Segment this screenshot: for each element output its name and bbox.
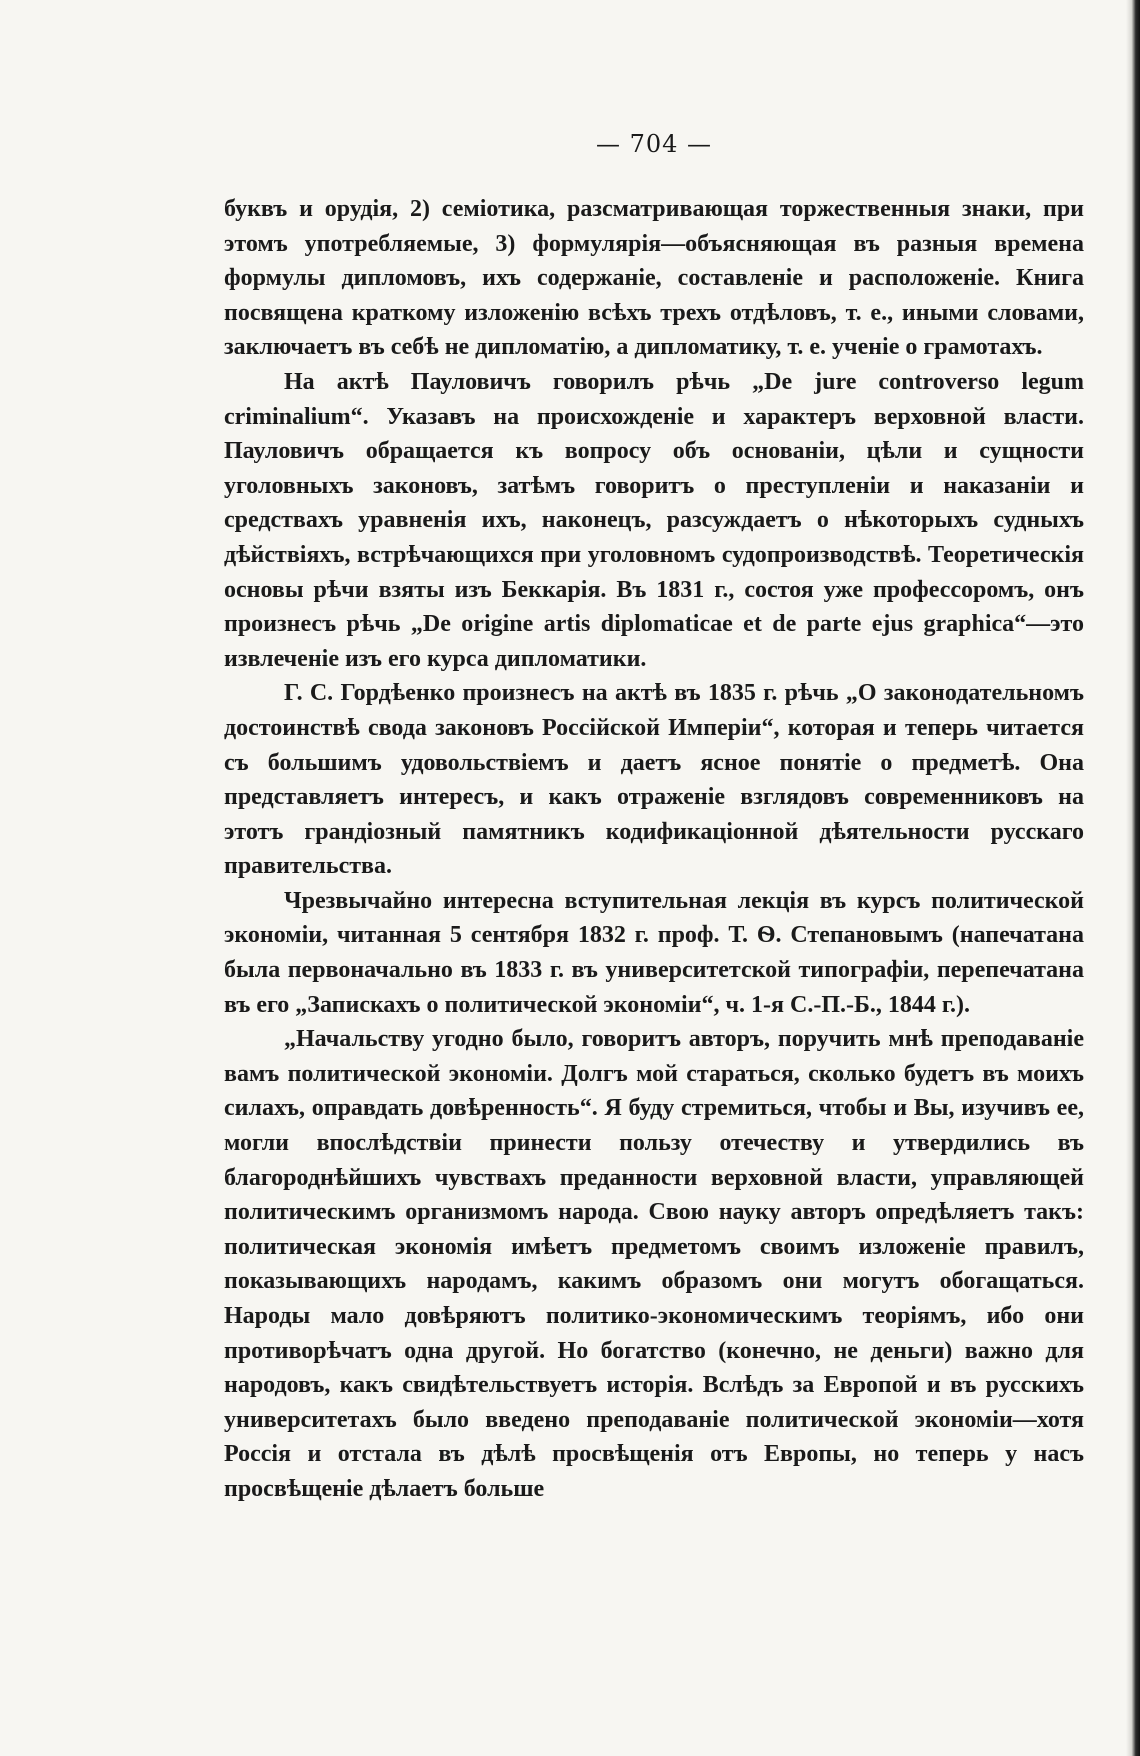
paragraph-3: Г. С. Гордѣенко произнесъ на актѣ въ 1835 г. рѣчь „О законодательномъ достоинствѣ свода законовъ Россійской Имперіи“, которая и теперь читается съ большимъ удовольствіемъ и даетъ ясное понятіе о предметѣ. Она представляетъ интересъ, и какъ отраженіе взглядовъ современниковъ на этотъ грандіозный памятникъ кодификаціонной дѣятельности русскаго правительства.: [224, 680, 1084, 880]
body-text: [224, 192, 1084, 1507]
paragraph-4: Чрезвычайно интересна вступительная лекція въ курсъ политической экономіи, читанная 5 сентября 1832 г. проф. Т. Ѳ. Степановымъ (напечатана была первоначально въ 1833 г. въ университетской типографіи, перепечатана въ его „Запискахъ о политической экономіи“, ч. 1-я С.-П.-Б., 1844 г.).: [224, 887, 1084, 1018]
paragraph-2: На актѣ Пауловичъ говорилъ рѣчь „De jure controverso legum criminalium“. Указавъ на происхожденіе и характеръ верховной власти. Пауловичъ обращается къ вопросу объ основаніи, цѣли и сущности уголовныхъ законовъ, затѣмъ говоритъ о преступленіи и наказаніи и средствахъ уравненія ихъ, наконецъ, разсуждаетъ о нѣкоторыхъ судныхъ дѣйствіяхъ, встрѣчающихся при уголовномъ судопроизводствѣ. Теоретическія основы рѣчи взяты изъ Беккарія. Въ 1831 г., состоя уже профессоромъ, онъ произнесъ рѣчь „De origine artis diplomaticae et de parte ejus graphica“—это извлеченіе изъ его курса дипломатики.: [224, 368, 1084, 672]
paragraph-5: „Начальству угодно было, говоритъ авторъ, поручить мнѣ преподаваніе вамъ политической экономіи. Долгъ мой стараться, сколько будетъ въ моихъ силахъ, оправдать довѣренность“. Я буду стремиться, чтобы и Вы, изучивъ ее, могли впослѣдствіи принести пользу отечеству и утвердились въ благороднѣйшихъ чувствахъ преданности верховной власти, управляющей политическимъ организмомъ народа. Свою науку авторъ опредѣляетъ такъ: политическая экономія имѣетъ предметомъ своимъ изложеніе правилъ, показывающихъ народамъ, какимъ образомъ они могутъ обогащаться. Народы мало довѣряютъ политико-экономическимъ теоріямъ, ибо они противорѣчатъ одна другой. Но богатство (конечно, не деньги) важно для народовъ, какъ свидѣтельствуетъ исторія. Вслѣдъ за Европой и въ русскихъ университетахъ было введено преподаваніе политической экономіи—хотя Россія и отстала въ дѣлѣ просвѣщенія отъ Европы, но теперь у насъ просвѣщеніе дѣлаетъ больше: [224, 1026, 1084, 1502]
scan-edge: [1126, 0, 1140, 1756]
paragraph-1: буквъ и орудія, 2) семіотика, разсматривающая торжественныя знаки, при этомъ употребляемые, 3) формулярія—объясняющая въ разныя времена формулы дипломовъ, ихъ содержаніе, составленіе и расположеніе. Книга посвящена краткому изложенію всѣхъ трехъ отдѣловъ, т. е., иными словами, заключаетъ въ себѣ не дипломатію, а дипломатику, т. е. ученіе о грамотахъ.: [224, 196, 1084, 361]
document-page: [224, 130, 1084, 1507]
page-number: — 704 —: [595, 130, 713, 158]
